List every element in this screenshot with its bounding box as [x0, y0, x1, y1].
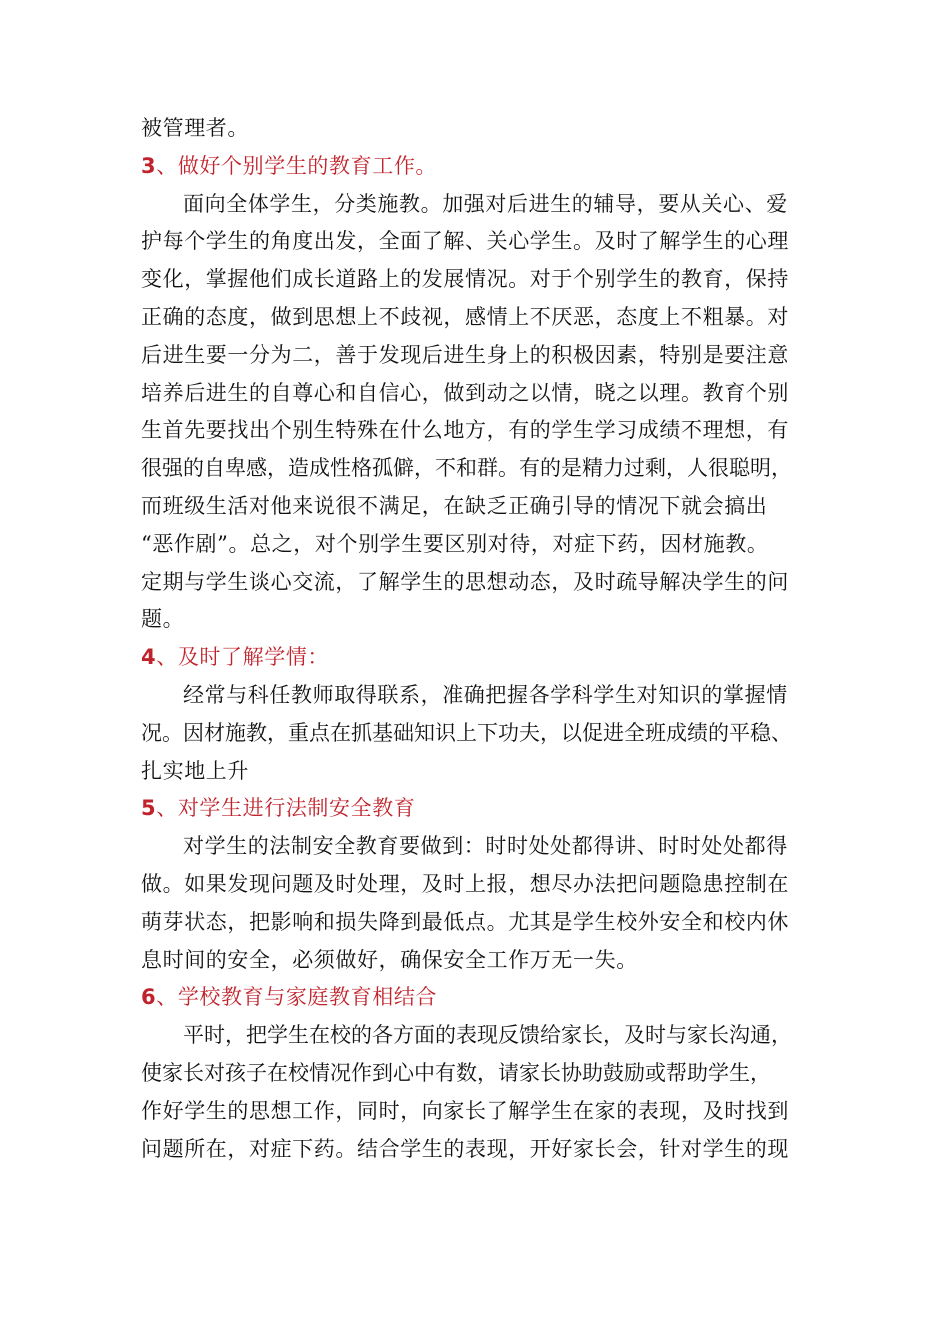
paragraph-line: 对学生的法制安全教育要做到：时时处处都得讲、时时处处都得: [183, 834, 788, 859]
paragraph-line: 作好学生的思想工作，同时，向家长了解学生在家的表现，及时找到: [141, 1098, 789, 1123]
paragraph-line: 经常与科任教师取得联系，准确把握各学科学生对知识的掌握情: [183, 682, 788, 707]
paragraph-line: 扎实地上升: [141, 758, 249, 783]
section-title: 、及时了解学情：: [156, 645, 330, 670]
section-heading-6: [141, 979, 831, 1017]
section-heading-4: [141, 639, 831, 677]
paragraph-line: 面向全体学生，分类施教。加强对后进生的辅导，要从关心、爱: [183, 191, 788, 216]
section-title: 、对学生进行法制安全教育: [156, 796, 416, 821]
paragraph-line: 正确的态度，做到思想上不歧视，感情上不厌恶，态度上不粗暴。对: [141, 304, 789, 329]
paragraph-line: 而班级生活对他来说很不满足，在缺乏正确引导的情况下就会搞出: [141, 493, 768, 518]
paragraph-line: 使家长对孩子在校情况作到心中有数，请家长协助鼓励或帮助学生，: [141, 1060, 771, 1085]
paragraph-line: 被管理者。: [141, 116, 249, 140]
paragraph-line: 培养后进生的自尊心和自信心，做到动之以情，晓之以理。教育个别: [141, 380, 789, 405]
paragraph-line: 后进生要一分为二，善于发现后进生身上的积极因素，特别是要注意: [141, 342, 789, 367]
section-title: 、做好个别学生的教育工作。: [156, 153, 438, 178]
section-number: 6: [141, 985, 157, 1010]
document-page: [141, 110, 831, 1168]
paragraph-line: 很强的自卑感，造成性格孤僻，不和群。有的是精力过剩，人很聪明，: [141, 456, 792, 481]
paragraph-line: 定期与学生谈心交流，了解学生的思想动态，及时疏导解决学生的问: [141, 569, 789, 594]
paragraph-line: 变化，掌握他们成长道路上的发展情况。对于个别学生的教育，保持: [141, 267, 789, 292]
section-heading-3: [141, 148, 831, 186]
paragraph-line: 平时，把学生在校的各方面的表现反馈给家长，及时与家长沟通，: [183, 1023, 792, 1048]
paragraph-line: 题。: [141, 607, 185, 632]
paragraph-line: 做。如果发现问题及时处理，及时上报，想尽办法把问题隐患控制在: [141, 871, 789, 896]
section-heading-5: [141, 790, 831, 828]
section-number: 4: [141, 645, 157, 670]
paragraph-line: 问题所在，对症下药。结合学生的表现，开好家长会，针对学生的现: [141, 1136, 789, 1161]
paragraph-line: 息时间的安全，必须做好，确保安全工作万无一失。: [141, 947, 638, 972]
paragraph-line: 况。因材施教，重点在抓基础知识上下功夫，以促进全班成绩的平稳、: [141, 720, 792, 745]
paragraph-line: 生首先要找出个别生特殊在什么地方，有的学生学习成绩不理想，有: [141, 418, 789, 443]
section-number: 5: [141, 796, 157, 821]
paragraph-line: 护每个学生的角度出发，全面了解、关心学生。及时了解学生的心理: [141, 229, 789, 254]
paragraph-line: “恶作剧”。总之，对个别学生要区别对待，对症下药，因材施教。: [141, 531, 769, 556]
section-title: 、学校教育与家庭教育相结合: [156, 985, 438, 1010]
paragraph-line: 萌芽状态，把影响和损失降到最低点。尤其是学生校外安全和校内休: [141, 909, 789, 934]
section-number: 3: [141, 153, 157, 178]
